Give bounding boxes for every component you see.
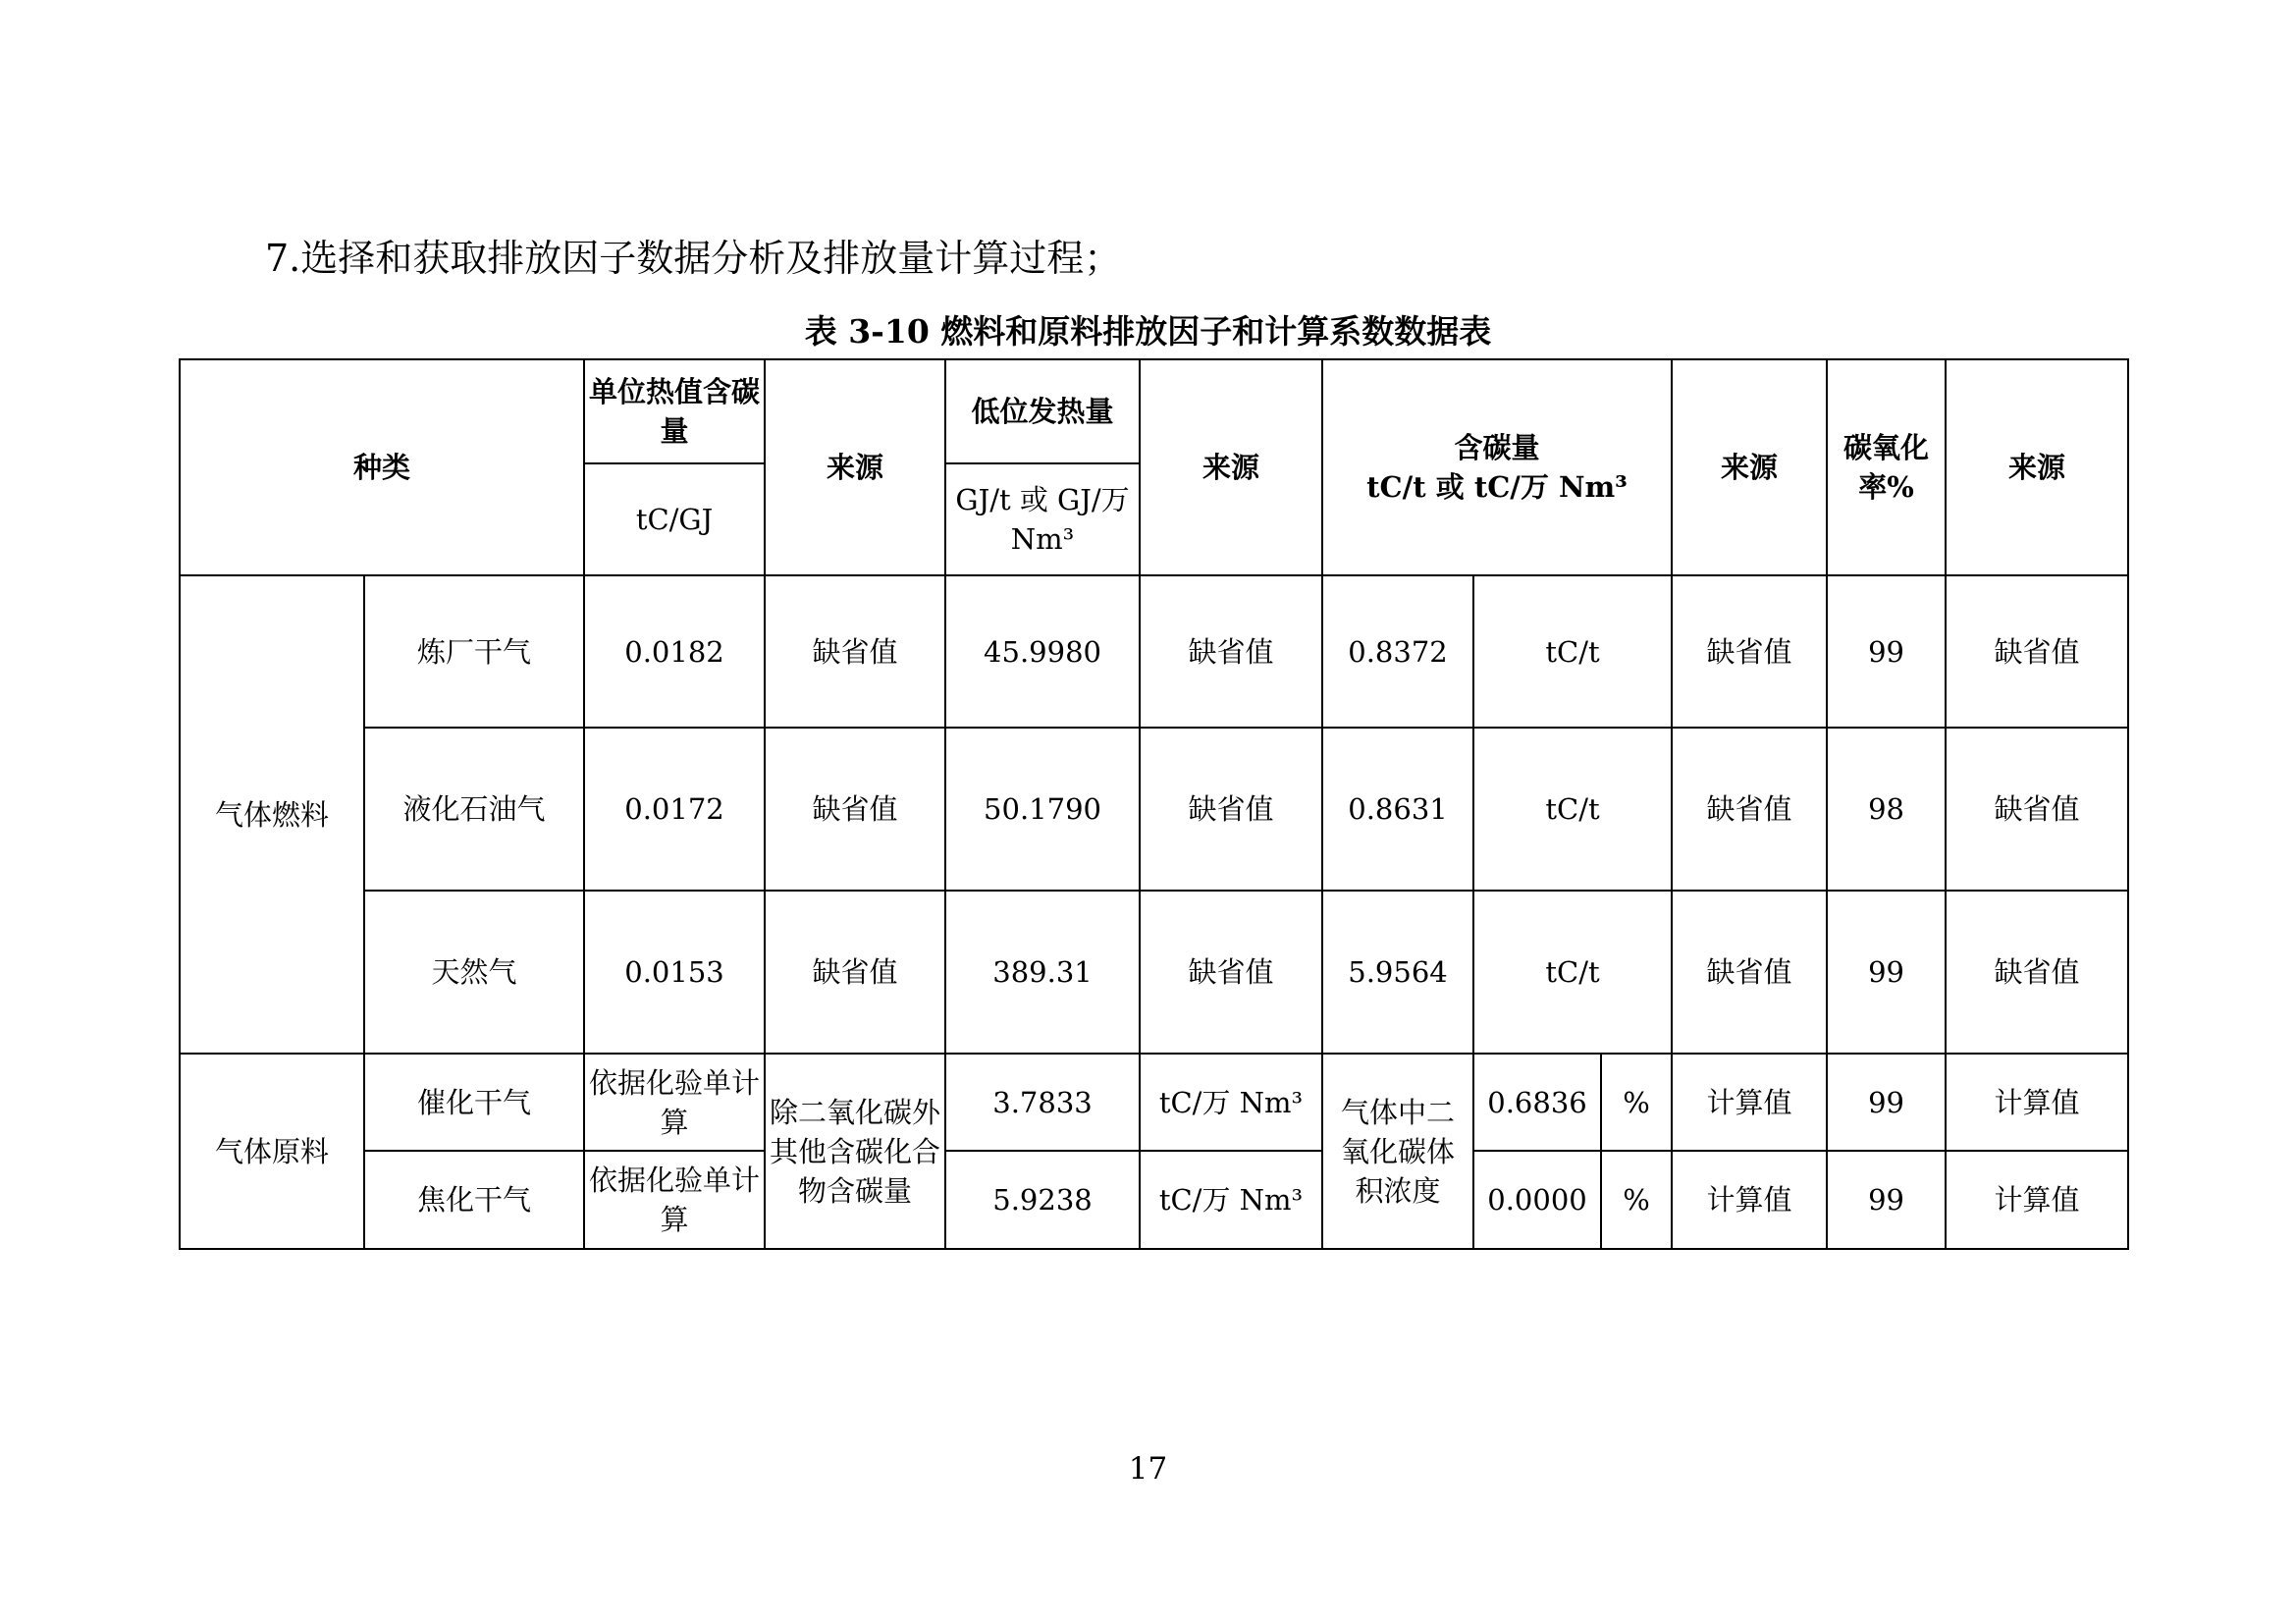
header-carbon-content-title: 含碳量 xyxy=(1454,431,1540,464)
oxidation-rate: 99 xyxy=(1827,1151,1946,1249)
source-value: 缺省值 xyxy=(765,575,945,728)
source-value: 缺省值 xyxy=(765,728,945,891)
emission-factor-table xyxy=(179,358,2129,1250)
source-value: 缺省值 xyxy=(1946,575,2128,728)
header-low-heat-unit: GJ/t 或 GJ/万 Nm³ xyxy=(945,463,1140,575)
carbon-content: 0.6836 xyxy=(1473,1054,1601,1151)
carbon-content: 0.8631 xyxy=(1322,728,1473,891)
carbon-per-heat: 0.0182 xyxy=(584,575,765,728)
table-row xyxy=(180,1054,2128,1151)
group-name: 气体燃料 xyxy=(180,575,364,1054)
oxidation-rate: 99 xyxy=(1827,891,1946,1054)
header-oxidation-rate: 碳氧化率% xyxy=(1827,359,1946,575)
row-name: 炼厂干气 xyxy=(364,575,584,728)
source-value: 缺省值 xyxy=(1672,575,1827,728)
table-row xyxy=(180,575,2128,728)
group-name: 气体原料 xyxy=(180,1054,364,1249)
row-name: 催化干气 xyxy=(364,1054,584,1151)
source-value: 缺省值 xyxy=(1140,728,1322,891)
source-value: 缺省值 xyxy=(1946,891,2128,1054)
oxidation-rate: 99 xyxy=(1827,1054,1946,1151)
table-row xyxy=(180,891,2128,1054)
row-name: 焦化干气 xyxy=(364,1151,584,1249)
heat-value: 5.9238 xyxy=(945,1151,1140,1249)
source-value: 缺省值 xyxy=(1672,728,1827,891)
heat-unit: tC/万 Nm³ xyxy=(1140,1054,1322,1151)
oxidation-rate: 99 xyxy=(1827,575,1946,728)
carbon-unit: % xyxy=(1601,1151,1672,1249)
source-value: 缺省值 xyxy=(1140,891,1322,1054)
table-caption: 表 3-10 燃料和原料排放因子和计算系数数据表 xyxy=(804,312,1492,351)
source-value: 计算值 xyxy=(1672,1054,1827,1151)
table-row xyxy=(180,1151,2128,1249)
oxidation-rate: 98 xyxy=(1827,728,1946,891)
heat-value: 50.1790 xyxy=(945,728,1140,891)
header-low-heat: 低位发热量 xyxy=(945,359,1140,463)
row-name: 天然气 xyxy=(364,891,584,1054)
heat-value: 3.7833 xyxy=(945,1054,1140,1151)
heat-value: 389.31 xyxy=(945,891,1140,1054)
source-value: 计算值 xyxy=(1946,1151,2128,1249)
header-unit-heat-carbon: 单位热值含碳量 xyxy=(584,359,765,463)
section-heading: 7.选择和获取排放因子数据分析及排放量计算过程； xyxy=(265,237,1122,280)
source-value: 缺省值 xyxy=(1672,891,1827,1054)
carbon-per-heat: 依据化验单计算 xyxy=(584,1054,765,1151)
header-unit-heat-carbon-unit: tC/GJ xyxy=(584,463,765,575)
heat-value: 45.9980 xyxy=(945,575,1140,728)
carbon-content: 5.9564 xyxy=(1322,891,1473,1054)
source-value: 缺省值 xyxy=(1140,575,1322,728)
source-value: 计算值 xyxy=(1672,1151,1827,1249)
header-source: 来源 xyxy=(765,359,945,575)
carbon-unit: tC/t xyxy=(1473,891,1672,1054)
carbon-per-heat: 依据化验单计算 xyxy=(584,1151,765,1249)
source-value: 计算值 xyxy=(1946,1054,2128,1151)
header-source: 来源 xyxy=(1672,359,1827,575)
header-carbon-content-unit: tC/t 或 tC/万 Nm³ xyxy=(1366,470,1628,504)
header-kind: 种类 xyxy=(180,359,584,575)
carbon-content: 0.0000 xyxy=(1473,1151,1601,1249)
carbon-per-heat: 0.0153 xyxy=(584,891,765,1054)
carbon-unit: tC/t xyxy=(1473,575,1672,728)
header-source: 来源 xyxy=(1946,359,2128,575)
source-value: 缺省值 xyxy=(1946,728,2128,891)
source-merged: 除二氧化碳外其他含碳化合物含碳量 xyxy=(765,1054,945,1249)
carbon-unit: % xyxy=(1601,1054,1672,1151)
carbon-content: 0.8372 xyxy=(1322,575,1473,728)
source-value: 缺省值 xyxy=(765,891,945,1054)
carbon-per-heat: 0.0172 xyxy=(584,728,765,891)
carbon-unit: tC/t xyxy=(1473,728,1672,891)
row-name: 液化石油气 xyxy=(364,728,584,891)
header-source: 来源 xyxy=(1140,359,1322,575)
page-number: 17 xyxy=(1128,1451,1168,1487)
header-carbon-content xyxy=(1322,359,1672,575)
table-row xyxy=(180,728,2128,891)
carbon-label-merged: 气体中二氧化碳体积浓度 xyxy=(1322,1054,1473,1249)
heat-unit: tC/万 Nm³ xyxy=(1140,1151,1322,1249)
